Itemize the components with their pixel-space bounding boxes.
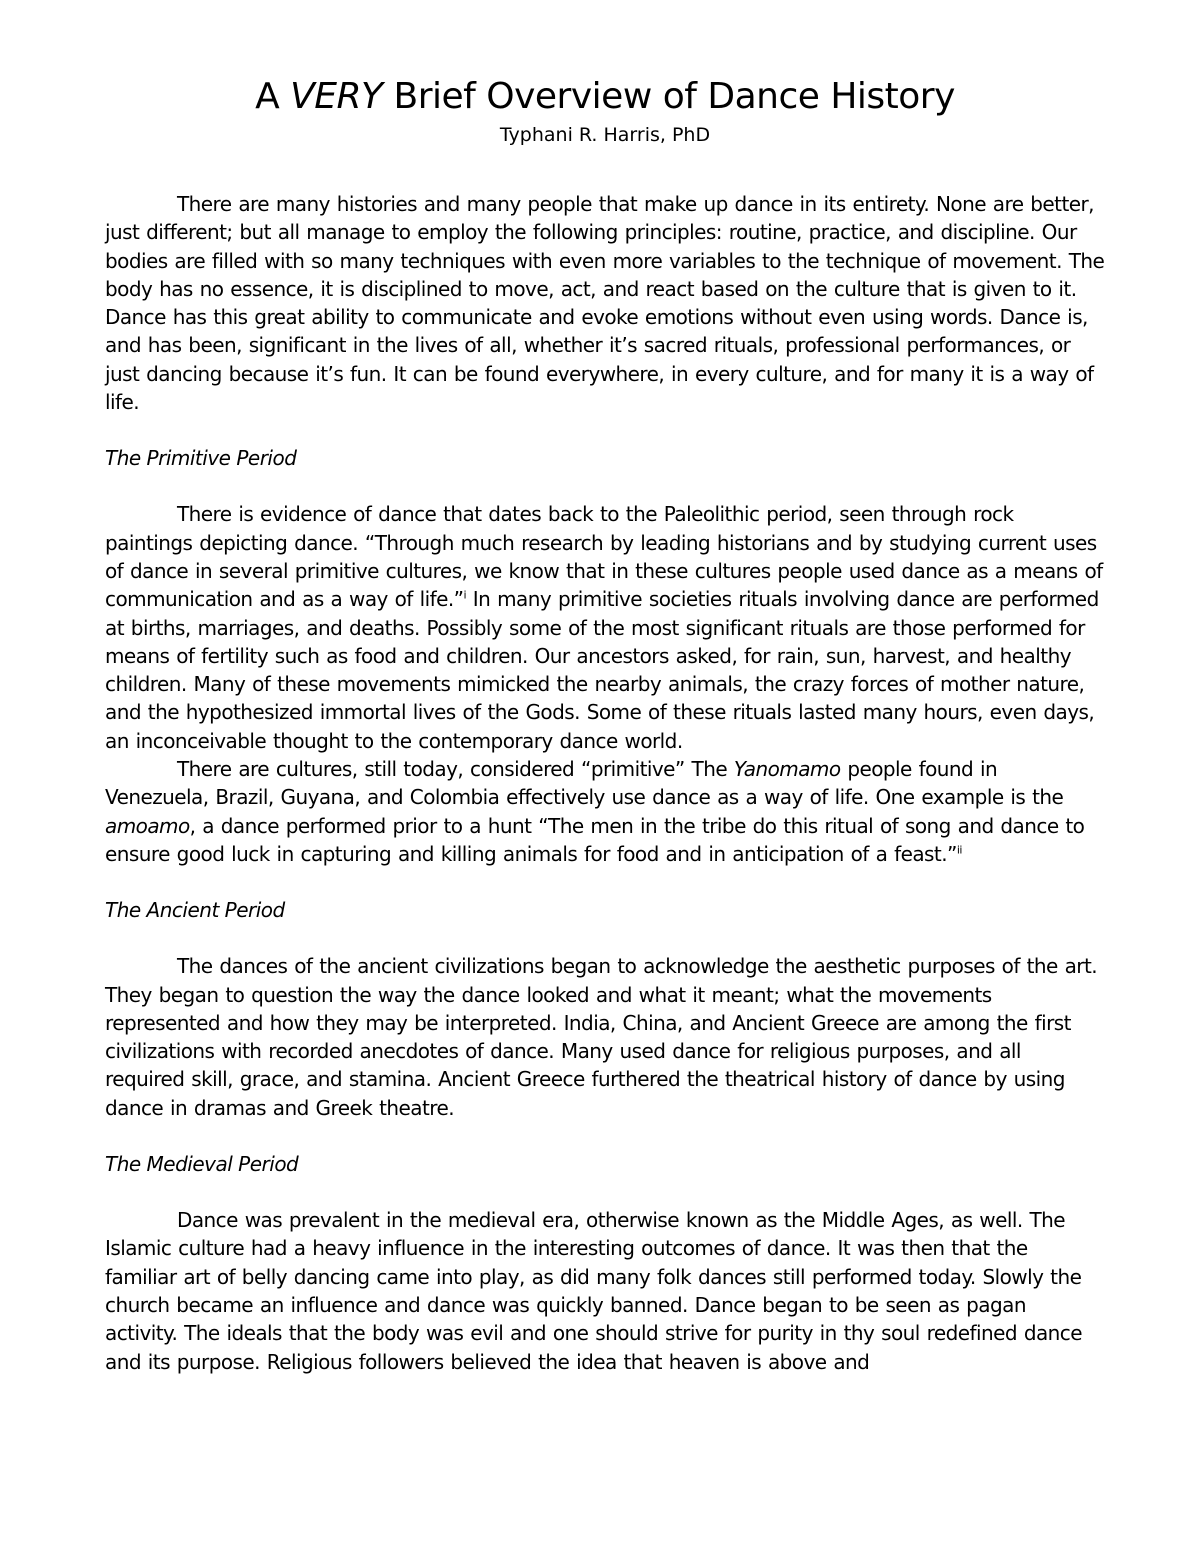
primitive-p2-text-b: people found in Venezuela, Brazil, Guyana, and Colombia effectively use dance as a way of life. One example is the bbox=[105, 757, 1064, 810]
primitive-paragraph-2 bbox=[105, 755, 1105, 868]
amoamo-term: amoamo bbox=[105, 813, 190, 838]
primitive-p1-text-a: There is evidence of dance that dates back to the Paleolithic period, seen through rock paintings depicting dance. “Through much research by leading historians and by studying current uses of dance in several primitive cultures, we know that in these cultures people used dance as a means of communication and as a way of life.” bbox=[105, 502, 1103, 612]
primitive-paragraph-1 bbox=[105, 500, 1105, 755]
section-heading-ancient: The Ancient Period bbox=[105, 898, 285, 923]
primitive-p2-text-a: There are cultures, still today, considered “primitive” The bbox=[177, 757, 734, 782]
title-emphasis: VERY bbox=[290, 76, 383, 117]
document-page bbox=[105, 72, 1105, 1376]
primitive-p1-text-b: In many primitive societies rituals involving dance are performed at births, marriages, and deaths. Possibly some of the most significant rituals are those performed for means of fertility such as food and children. Our ancestors asked, for rain, sun, harvest, and healthy children. Many of these movements mimicked the nearby animals, the crazy forces of mother nature, and the hypothesized immortal lives of the Gods. Some of these rituals lasted many hours, even days, an inconceivable thought to the contemporary dance world. bbox=[105, 587, 1099, 753]
section-heading-medieval: The Medieval Period bbox=[105, 1152, 299, 1177]
section-heading-primitive: The Primitive Period bbox=[105, 446, 297, 471]
endnote-marker-1: i bbox=[463, 588, 466, 602]
title-prefix: A bbox=[255, 76, 291, 117]
medieval-paragraph: Dance was prevalent in the medieval era, otherwise known as the Middle Ages, as well. The Islamic culture had a heavy influence in the interesting outcomes of dance. It was then that the familiar art of belly dancing came into play, as did many folk dances still performed today. Slowly the church became an influence and dance was quickly banned. Dance began to be seen as pagan activity. The ideals that the body was evil and one should strive for purity in thy soul redefined dance and its purpose. Religious followers believed the idea that heaven is above and bbox=[105, 1208, 1083, 1374]
yanomamo-term: Yanomamo bbox=[733, 757, 841, 782]
title-suffix: Brief Overview of Dance History bbox=[382, 76, 955, 117]
ancient-paragraph: The dances of the ancient civilizations began to acknowledge the aesthetic purposes of the art. They began to question the way the dance looked and what it meant; what the movements represented and how they may be interpreted. India, China, and Ancient Greece are among the first civilizations with recorded anecdotes of dance. Many used dance for religious purposes, and all required skill, grace, and stamina. Ancient Greece furthered the theatrical history of dance by using dance in dramas and Greek theatre. bbox=[105, 954, 1098, 1120]
intro-paragraph: There are many histories and many people that make up dance in its entirety. None are better, just different; but all manage to employ the following principles: routine, practice, and discipline. Our bodies are filled with so many techniques with even more variables to the technique of movement. The body has no essence, it is disciplined to move, act, and react based on the culture that is given to it. Dance has this great ability to communicate and evoke emotions without even using words. Dance is, and has been, significant in the lives of all, whether it’s sacred rituals, professional performances, or just dancing because it’s fun. It can be found everywhere, in every culture, and for many it is a way of life. bbox=[105, 192, 1105, 415]
primitive-p2-text-c: , a dance performed prior to a hunt “The men in the tribe do this ritual of song and dance to ensure good luck in capturing and killing animals for food and in anticipation of a feast.” bbox=[105, 813, 1085, 866]
endnote-marker-2: ii bbox=[956, 843, 962, 857]
document-title bbox=[105, 72, 1105, 122]
author-line: Typhani R. Harris, PhD bbox=[499, 124, 711, 146]
